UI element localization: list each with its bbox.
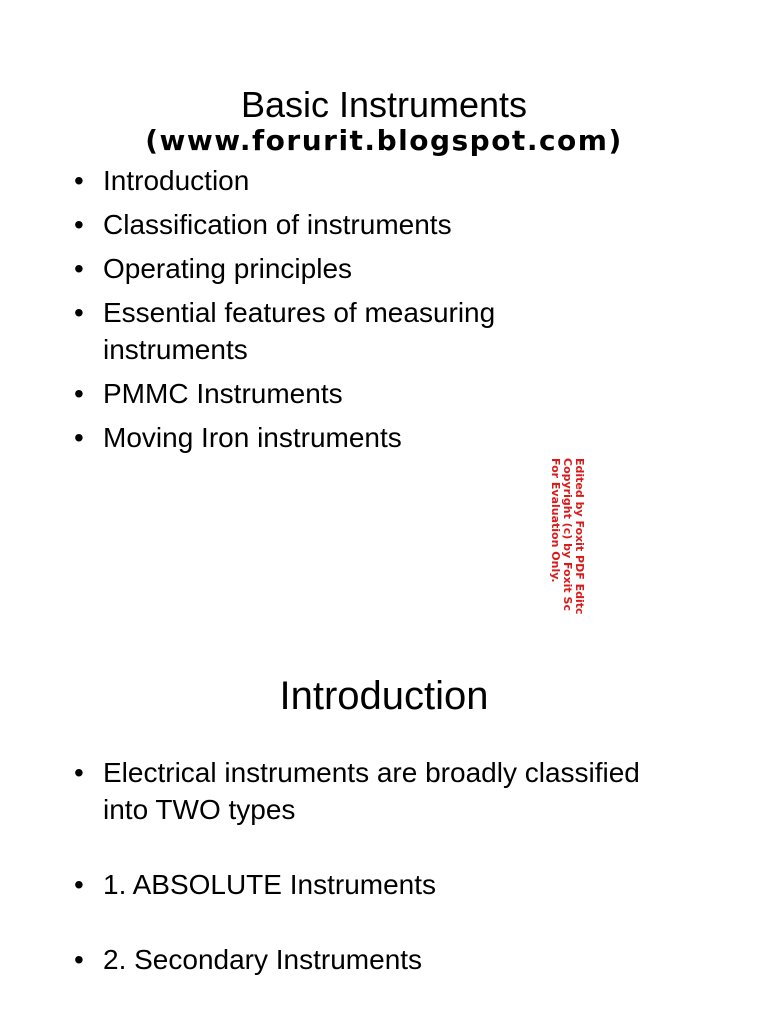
- watermark-line: For Evaluation Only.: [549, 458, 562, 583]
- bullet-list: [74, 162, 634, 463]
- list-item: [74, 375, 634, 412]
- bullet-icon: •: [74, 253, 84, 284]
- list-item-label: Electrical instruments are broadly classified into TWO types: [103, 757, 640, 825]
- list-item-label: 1. ABSOLUTE Instruments: [103, 869, 437, 900]
- watermark-line: Edited by Foxit PDF Editc: [573, 458, 586, 615]
- foxit-evaluation-watermark: [515, 458, 586, 615]
- list-item: [74, 419, 634, 456]
- list-item-label: Operating principles: [103, 253, 353, 284]
- slide-title: Introduction: [279, 674, 489, 718]
- bullet-icon: •: [74, 378, 84, 409]
- bullet-icon: •: [74, 869, 84, 900]
- list-item-label: 2. Secondary Instruments: [103, 944, 423, 975]
- list-item-label: PMMC Instruments: [103, 378, 343, 409]
- bullet-icon: •: [74, 422, 84, 453]
- bullet-icon: •: [74, 757, 84, 788]
- bullet-icon: •: [74, 165, 84, 196]
- bullet-icon: •: [74, 209, 84, 240]
- bullet-icon: •: [74, 944, 84, 975]
- list-item: [74, 941, 674, 978]
- list-item-label: Moving Iron instruments: [103, 422, 402, 453]
- list-item: [74, 866, 674, 903]
- list-item-label: Classification of instruments: [103, 209, 452, 240]
- list-item: [74, 294, 634, 368]
- bullet-list: [74, 754, 674, 978]
- list-item-label: Introduction: [103, 165, 250, 196]
- slide-subtitle-url: (www.forurit.blogspot.com): [145, 124, 623, 157]
- list-item: [74, 754, 674, 828]
- watermark-line: Copyright (c) by Foxit Sc: [561, 458, 574, 611]
- bullet-icon: •: [74, 297, 84, 328]
- list-item: [74, 250, 634, 287]
- list-item-label: Essential features of measuring instruments: [103, 297, 496, 365]
- list-item: [74, 162, 634, 199]
- slide-introduction: [0, 640, 768, 1024]
- list-item: [74, 206, 634, 243]
- slide-title: Basic Instruments: [240, 84, 528, 125]
